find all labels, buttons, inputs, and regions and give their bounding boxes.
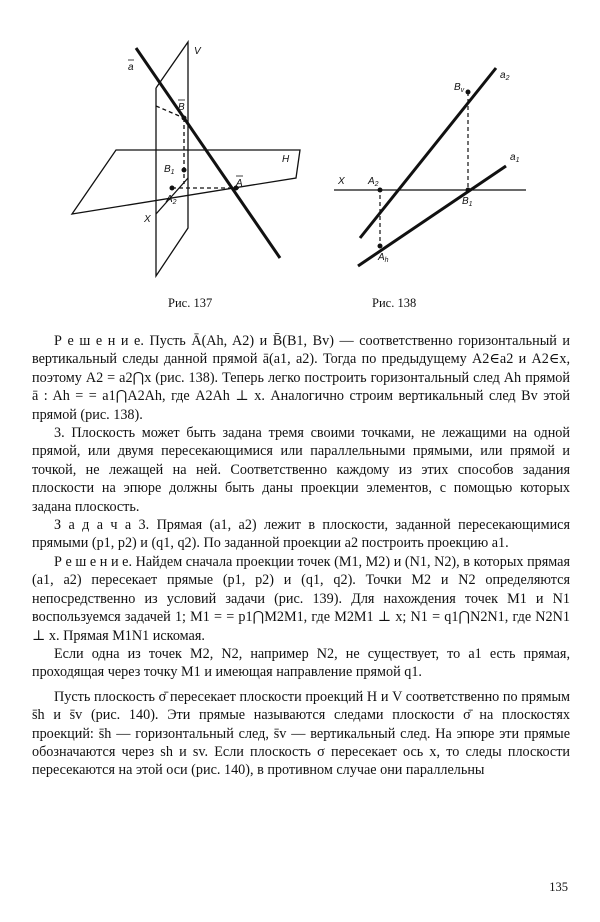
label-a-bar2: A — [236, 178, 243, 189]
label-bv: B — [454, 82, 461, 93]
label-b1-pt: B — [462, 196, 469, 207]
caption-fig-138: Рис. 138 — [372, 296, 417, 310]
paragraph-if-point: Если одна из точек M2, N2, например N2, не существует, то a1 есть прямая, проходящая через точку M1 и имеющая направление прямой q1. — [32, 645, 570, 681]
svg-text:B1: $B_1$ — [164, 164, 175, 176]
paragraph-traces: Пусть плоскость σ̄ пересекает плоскости проекций H и V соответственно по прямым s̄h и s̄v (рис. 140). Эти прямые называются следами плоскости σ̄ на плоскостях проекций: s̄h — горизонтальный след, s̄v — вертикальный след. На эпюре эти прямые обозначаются через sh и sv. Если плоскость σ пересекает ось x, то следы плоскости пересекаются на этой оси (рис. 140), в противном случае они параллельны — [32, 688, 570, 779]
label-a2-line: a — [500, 70, 506, 81]
figure-137 — [60, 28, 320, 290]
svg-text:A2: $A_2$ — [368, 176, 379, 188]
page-number: 135 — [549, 880, 568, 894]
paragraph-solution-1: Р е ш е н и е. Пусть Ā(Ah, A2) и B̄(B1, Bv) — соответственно горизонтальный и вертикальный следы данной прямой ā(a1, a2). Тогда по предыдущему A2∈a2 и A2∈x, поэтому A2 = a2⋂x (рис. 138). Теперь легко построить горизонтальный след Ah прямой ā : Ah = = a1⋂A2Ah, где A2Ah ⊥ x. Аналогично строим вертикальный след Bv этой прямой (рис. 138). — [32, 333, 570, 423]
body-text — [32, 332, 570, 780]
svg-text:Ah: $A_h$ — [378, 252, 389, 264]
plane-v — [156, 42, 188, 276]
svg-text:Bv: $B_v$ — [454, 82, 465, 94]
paragraph-3: 3. Плоскость может быть задана тремя своими точками, не лежащими на одной прямой, или двумя пересекающимися или параллельными прямыми, или прямой и точкой, не лежащей на ней. Соответственно каждому из этих способов задания плоскости на эпюре должны быть даны проекции элементов, с помощью которых задана плоскость. — [32, 425, 570, 515]
caption-fig-137: Рис. 137 — [168, 296, 213, 310]
paragraph-task-3: З а д а ч а 3. Прямая (a1, a2) лежит в плоскости, заданной пересекающимися прямыми (p1, p2) и (q1, q2). По заданной проекции a2 построить проекцию a1. — [32, 517, 570, 552]
label-x: X — [144, 214, 151, 225]
label-b-bar: B — [178, 102, 185, 113]
label-a-bar: a — [128, 62, 134, 73]
plane-h — [72, 150, 300, 214]
label-b1: B — [164, 164, 171, 175]
svg-text:A2: $A_2$ — [166, 194, 177, 206]
paragraph-solution-2: Р е ш е н и е. Найдем сначала проекции точек (M1, M2) и (N1, N2), в которых прямая (a1, a2) пересекает прямые (p1, p2) и (q1, q2). Точки M2 и N2 определяются непосредственно из условий задачи (рис. 139). Для нахождения точек M1 и N1 воспользуемся задачей 1; M1 = = p1⋂M2M1, где M2M1 ⊥ x; N1 = q1⋂N2N1, где N2N1 ⊥ x. Прямая M1N1 искомая. — [32, 553, 570, 644]
svg-text:B1: $B_1$ — [462, 196, 473, 208]
label-ah-pt: A — [378, 252, 385, 263]
label-x-138: X — [338, 176, 345, 187]
line-a — [136, 48, 280, 258]
figure-138 — [320, 56, 580, 278]
svg-text:a2: $a_2$ — [500, 70, 510, 82]
svg-text:a1: $a_1$ — [510, 152, 520, 164]
label-h: H — [282, 154, 290, 165]
label-a1-line: a — [510, 152, 516, 163]
label-a2: A — [166, 194, 173, 205]
label-v: V — [194, 46, 201, 57]
label-a2-pt: A — [368, 176, 375, 187]
